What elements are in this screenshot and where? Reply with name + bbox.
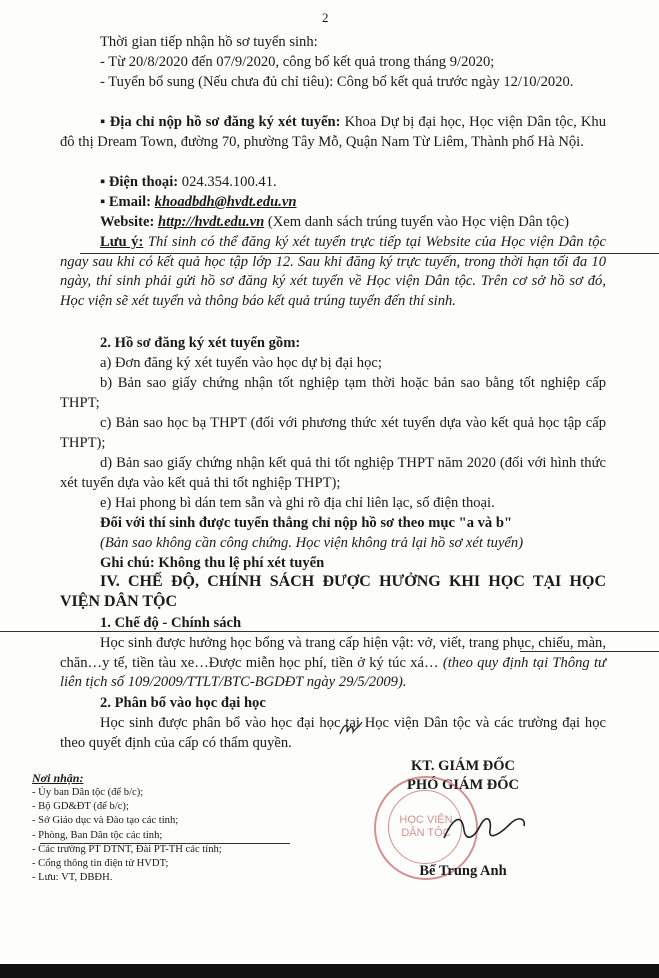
recipient-item: - Ủy ban Dân tộc (để b/c); [32, 787, 144, 798]
signature-title-1: KT. GIÁM ĐỐC [410, 758, 516, 774]
divider-line-3 [520, 651, 659, 652]
email-line [60, 193, 606, 213]
handwritten-signature [440, 808, 530, 848]
recipient-item: - Bộ GD&ĐT (để b/c); [32, 801, 129, 813]
section-4-sub-1-ref: (theo quy định tại Thông tư liên tịch số 109/2009/TTLT/BTC-BGDĐT ngày 29/5/2009). [60, 654, 607, 691]
section-4-sub-1: 1. Chế độ - Chính sách [100, 615, 242, 631]
dossier-item-b: b) Bản sao giấy chứng nhận tốt nghiệp tạm thời hoặc bản sao bằng tốt nghiệp cấp THPT; [60, 375, 606, 411]
recipients-block [32, 770, 332, 885]
phone-label: ▪ Điện thoại: [100, 174, 179, 190]
page-number: 2 [322, 10, 329, 25]
intake-line-1: - Từ 20/8/2020 đến 07/9/2020, công bố kết quả trong tháng 9/2020; [100, 54, 495, 70]
section-4-sub-1-body: Học sinh được hưởng học bổng và trang cấp hiện vật: vở, viết, trang phục, chiếu, màn, chăn…y tế, tiền tàu xe…Được miễn học phí, tiền ở ký túc xá… [60, 635, 606, 671]
website-note: (Xem danh sách trúng tuyển vào Học viện Dân tộc) [264, 214, 569, 230]
intake-line-2: - Tuyển bổ sung (Nếu chưa đủ chỉ tiêu): Công bố kết quả trước ngày 12/10/2020. [100, 74, 574, 90]
initials-mark [338, 718, 364, 738]
section-4-heading: IV. CHẾ ĐỘ, CHÍNH SÁCH ĐƯỢC HƯỞNG KHI HỌC TẠI HỌC VIỆN DÂN TỘC [60, 573, 606, 610]
direct-admission-note: (Bản sao không cần công chứng. Học viện không trả lại hồ sơ xét tuyển) [100, 535, 524, 551]
website-link[interactable]: http://hvdt.edu.vn [157, 214, 265, 230]
note-label: Lưu ý: [100, 234, 144, 250]
website-label: Website: [100, 214, 155, 230]
recipient-item: - Phòng, Ban Dân tộc các tỉnh; [32, 829, 163, 841]
dossier-item-d: d) Bản sao giấy chứng nhận kết quả thi tốt nghiệp THPT năm 2020 (đối với hình thức xét tuyển dựa vào kết quả thi tốt nghiệp THPT); [60, 455, 606, 491]
note-paragraph [60, 233, 606, 311]
fee-note: Ghi chú: Không thu lệ phí xét tuyển [100, 555, 325, 571]
recipients-title: Nơi nhận: [32, 771, 84, 785]
section-4-sub-2: 2. Phân bổ vào học đại học [100, 695, 266, 711]
website-line [60, 213, 606, 233]
phone-line [60, 173, 606, 193]
dossier-item-a: a) Đơn đăng ký xét tuyển vào học dự bị đại học; [100, 355, 382, 371]
signer-name: Bế Trung Anh [419, 863, 507, 879]
signature-title-2: PHÓ GIÁM ĐỐC [407, 777, 519, 793]
recipient-item: - Cổng thông tin điện tử HVDT; [32, 858, 169, 870]
recipient-item: - Lưu: VT, DBĐH. [32, 872, 113, 884]
divider-line-2 [0, 631, 659, 632]
email-label: ▪ Email: [100, 194, 151, 210]
stamp-text: HỌC VIỆN DÂN TỘC [399, 814, 453, 839]
divider-line-4 [40, 843, 290, 844]
note-text: Thí sinh có thể đăng ký xét tuyển trực tiếp tại Website của Học viện Dân tộc ngay sau khi có kết quả học tập lớp 12. Sau khi đăng ký trực tuyến, trong thời hạn tối đa 10 ngày, thí sinh phải gửi hồ sơ đăng ký xét tuyển về Học viện Dân tộc. Trên cơ sở hồ sơ đó, Học viện sẽ xét tuyển và thông báo kết quả trúng tuyển đến thí sinh. [60, 234, 606, 309]
dossier-item-c: c) Bản sao học bạ THPT (đối với phương thức xét tuyển dựa vào kết quả học tập cấp THPT); [60, 415, 606, 451]
address-text: Khoa Dự bị đại học, Học viện Dân tộc, Khu đô thị Dream Town, đường 70, phường Tây Mỗ, Quận Nam Từ Liêm, Thành phố Hà Nội. [60, 114, 606, 150]
direct-admission-heading: Đối với thí sinh được tuyển thẳng chỉ nộp hồ sơ theo mục "a và b" [100, 515, 513, 531]
dossier-item-e: e) Hai phong bì dán tem sẵn và ghi rõ địa chỉ liên lạc, số điện thoại. [100, 495, 495, 511]
email-link[interactable]: khoadbdh@hvdt.edu.vn [154, 194, 297, 210]
intake-title: Thời gian tiếp nhận hồ sơ tuyển sinh: [100, 34, 318, 50]
phone-value: 024.354.100.41. [178, 174, 277, 190]
address-label: ▪ Địa chỉ nộp hồ sơ đăng ký xét tuyển: [100, 114, 341, 130]
dossier-heading: 2. Hồ sơ đăng ký xét tuyển gồm: [100, 335, 301, 351]
section-4-sub-2-text: Học sinh được phân bổ vào học đại học tại Học viện Dân tộc và các trường đại học theo quyết định của cấp có thẩm quyền. [60, 715, 606, 751]
section-4-sub-1-text [60, 634, 606, 693]
recipient-item: - Sở Giáo dục và Đào tạo các tỉnh; [32, 815, 179, 827]
scan-edge-bar [0, 964, 659, 978]
recipient-item: - Các trường PT DTNT, Đài PT-TH các tỉnh; [32, 843, 222, 855]
address-paragraph [60, 113, 606, 152]
